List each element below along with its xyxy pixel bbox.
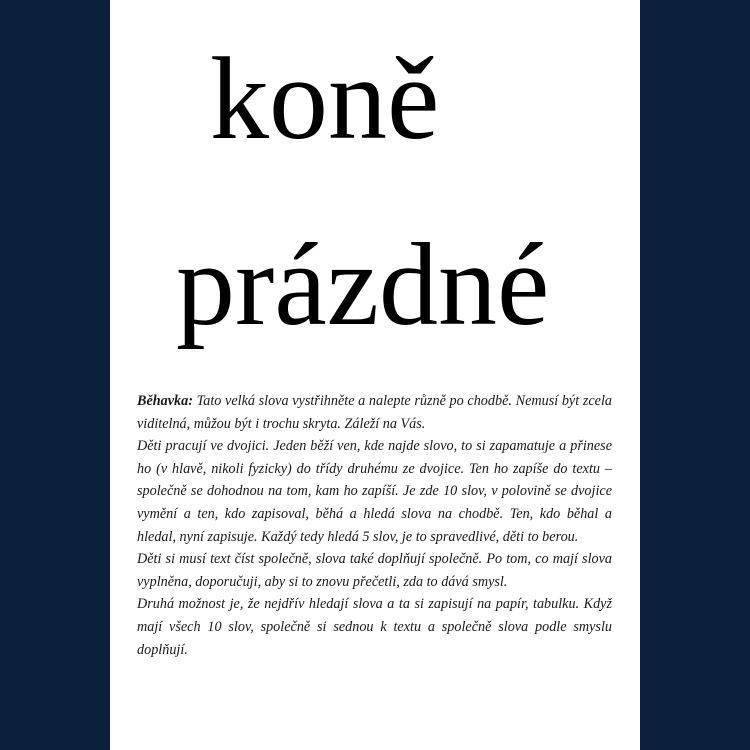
instructions-paragraph-2: Děti pracují ve dvojici. Jeden běží ven, kde najde slovo, to si zapamatuje a přinese ho (v hlavě, nikoli fyzicky) do třídy druhému ze dvojice. Ten ho zapíše do textu – společně se dohodnou na tom, kam ho zapíší. Je zde 10 slov, v polovině se dvojice vymění a ten, kdo zapisoval, běhá a hledá slova na chodbě. Ten, kdo běhal a hledal, nyní zapisuje. Každý tedy hledá 5 slov, je to spravedlivé, děti to berou.	[137, 438, 612, 545]
instructions-lead: Běhavka:	[137, 393, 193, 409]
instructions-text	[137, 390, 612, 661]
cutout-word-kone: koně	[210, 33, 440, 164]
instructions-paragraph-3: Děti si musí text číst společně, slova také doplňují společně. Po tom, co mají slova vyplněna, doporučuji, aby si to znovu přečetli, zda to dává smysl.	[137, 551, 612, 590]
cutout-word-prazdne: prázdné	[176, 219, 550, 350]
instructions-paragraph-1	[137, 390, 612, 435]
document-page	[110, 0, 640, 750]
instructions-paragraph-4: Druhá možnost je, že nejdřív hledají slova a ta si zapisují na papír, tabulku. Když mají všech 10 slov, společně si sednou k textu a společně slova podle smyslu doplňují.	[137, 596, 612, 658]
instructions-paragraph-1-text: Tato velká slova vystřihněte a nalepte různě po chodbě. Nemusí být zcela viditelná, můžou být i trochu skryta. Záleží na Vás.	[137, 393, 612, 432]
